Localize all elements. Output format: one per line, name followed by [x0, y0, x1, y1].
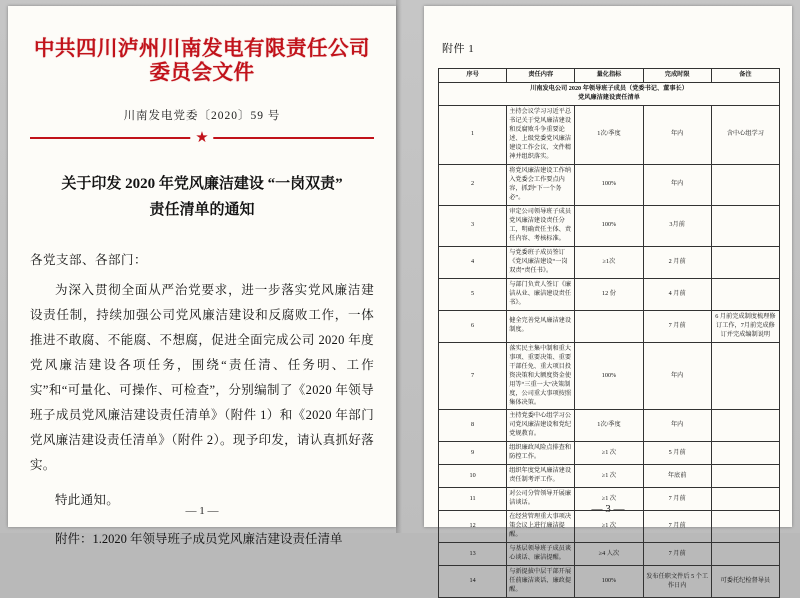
cell-due: 7 月前 [643, 488, 711, 511]
cell-qty: ≥1次 [575, 246, 643, 278]
page-number-right: — 3 — [591, 503, 625, 515]
table-row [439, 511, 780, 543]
cell-content: 与基层领导班子成员谈心谈话、廉洁提醒。 [507, 543, 575, 566]
table-row [439, 442, 780, 465]
cell-seq: 1 [439, 105, 507, 164]
cell-qty: 100% [575, 342, 643, 410]
table-row [439, 205, 780, 246]
star-icon: ★ [190, 131, 213, 145]
cell-due: 7 月前 [643, 511, 711, 543]
red-separator-rule [30, 131, 374, 145]
cell-content: 落实民主集中制和重大事项、重要决策、重要干部任免、重大项目投资决策和大额度资金使用等“三重一大”决策制度，公司重大事项按照集体决策。 [507, 342, 575, 410]
cell-remark [711, 410, 779, 442]
cell-qty: ≥1 次 [575, 465, 643, 488]
cell-content: 在经营管理重大事项决策会议上进行廉洁提醒。 [507, 511, 575, 543]
document-title [30, 171, 374, 224]
document-recipient: 各党支部、各部门： [30, 252, 148, 267]
body-paragraph: 特此通知。 [55, 492, 120, 507]
cell-remark [711, 278, 779, 310]
cell-remark [711, 442, 779, 465]
cell-due: 年内 [643, 105, 711, 164]
cell-seq: 2 [439, 164, 507, 205]
cell-due: 年底前 [643, 465, 711, 488]
document-body [30, 278, 374, 513]
cell-remark [711, 246, 779, 278]
cell-seq: 9 [439, 442, 507, 465]
cell-due: 年内 [643, 164, 711, 205]
table-row [439, 465, 780, 488]
cell-content: 健全完善党风廉洁建设制度。 [507, 310, 575, 342]
responsibility-table [438, 68, 780, 598]
cell-remark [711, 543, 779, 566]
cell-remark [711, 205, 779, 246]
page-gutter-shadow [396, 0, 402, 533]
cell-due: 发布任职文件后 5 个工作日内 [643, 566, 711, 598]
table-row [439, 278, 780, 310]
responsibility-table-wrap [438, 68, 780, 598]
table-body [439, 105, 780, 597]
table-row [439, 246, 780, 278]
cell-seq: 8 [439, 410, 507, 442]
table-title-line2: 党风廉洁建设责任清单 [578, 93, 640, 101]
cell-remark [711, 465, 779, 488]
cell-content: 与新提拔中层干部开展任前廉洁谈话、廉政提醒。 [507, 566, 575, 598]
table-row [439, 410, 780, 442]
table-row [439, 164, 780, 205]
attachment-reference: 附件：1.2020 年领导班子成员党风廉洁建设责任清单 [55, 531, 343, 546]
column-header-qty: 量化指标 [575, 69, 643, 83]
cell-remark [711, 164, 779, 205]
cell-remark: 含中心组学习 [711, 105, 779, 164]
cell-qty [575, 310, 643, 342]
cell-due: 3月前 [643, 205, 711, 246]
issuing-organization-header: 中共四川泸州川南发电有限责任公司委员会文件 [34, 38, 370, 84]
cell-seq: 3 [439, 205, 507, 246]
table-row [439, 543, 780, 566]
cell-remark [711, 342, 779, 410]
cell-seq: 4 [439, 246, 507, 278]
table-header-row [439, 69, 780, 83]
cell-seq: 7 [439, 342, 507, 410]
cell-remark: 可委托纪检督导员 [711, 566, 779, 598]
document-title-line1: 关于印发 2020 年党风廉洁建设 “一岗双责” [61, 176, 343, 193]
column-header-content: 责任内容 [507, 69, 575, 83]
cell-seq: 6 [439, 310, 507, 342]
cell-due: 4 月前 [643, 278, 711, 310]
cell-content: 组织年度党风廉洁建设责任制考评工作。 [507, 465, 575, 488]
cell-qty: 100% [575, 164, 643, 205]
document-page-right [424, 6, 792, 594]
cell-seq: 12 [439, 511, 507, 543]
cell-qty: 100% [575, 566, 643, 598]
cell-seq: 5 [439, 278, 507, 310]
cell-content: 对公司分管领导开展廉洁谈话。 [507, 488, 575, 511]
cell-seq: 10 [439, 465, 507, 488]
cell-qty: ≥4 人次 [575, 543, 643, 566]
cell-due: 年内 [643, 410, 711, 442]
document-number: 川南发电党委〔2020〕59 号 [123, 110, 281, 123]
cell-content: 主持党委中心组学习公司党风廉洁建设和党纪党规教育。 [507, 410, 575, 442]
cell-content: 与党委班子成员签订《党风廉洁建设“一岗双责”责任书》。 [507, 246, 575, 278]
cell-content: 组织廉政风险点排查和防控工作。 [507, 442, 575, 465]
cell-qty: 12 份 [575, 278, 643, 310]
cell-content: 将党风廉洁建设工作纳入党委会工作要点内容，抓到“下一个务必”。 [507, 164, 575, 205]
cell-qty: 1次/季度 [575, 410, 643, 442]
body-paragraph: 为深入贯彻全面从严治党要求，进一步落实党风廉洁建设责任制，持续加强公司党风廉洁建设和反腐败工作，一体推进不敢腐、不能腐、不想腐，促进全面完成公司 2020 年度党风廉洁建设各项任务，围绕“责任清、任务明、工作实”和“可量化、可操作、可检查”，分别编制了《2020 年领导班子成员党风廉洁建设责任清单》（附件 1）和《2020 年部门党风廉洁建设责任清单》（附件 2）。现予印发，请认真抓好落实。 [30, 282, 374, 472]
cell-due: 7 月前 [643, 310, 711, 342]
table-title-line1: 川南发电公司 2020 年领导班子成员（党委书记、董事长） [530, 84, 688, 92]
cell-due: 7 月前 [643, 543, 711, 566]
cell-qty: 1次/季度 [575, 105, 643, 164]
cell-qty: ≥1 次 [575, 511, 643, 543]
cell-qty: 100% [575, 205, 643, 246]
cell-seq: 13 [439, 543, 507, 566]
column-header-due: 完成时限 [643, 69, 711, 83]
attachment-label: 附件 1 [442, 43, 475, 55]
table-row [439, 310, 780, 342]
cell-remark: 6 月前完成制度梳理修订工作，7月前完成修订并完成编制说明 [711, 310, 779, 342]
table-title-cell [439, 82, 780, 105]
column-header-remark: 备注 [711, 69, 779, 83]
cell-qty: ≥1 次 [575, 488, 643, 511]
cell-content: 审定公司领导班子成员党风廉洁建设责任分工，明确责任主体、责任内容、考核标准。 [507, 205, 575, 246]
cell-content: 主持会议学习习近平总书记关于党风廉洁建设和反腐败斗争重要论述、上级党委党风廉洁建设工作会议、文件精神并组织落实。 [507, 105, 575, 164]
cell-seq: 11 [439, 488, 507, 511]
cell-seq: 14 [439, 566, 507, 598]
table-row [439, 342, 780, 410]
cell-due: 年内 [643, 342, 711, 410]
cell-remark [711, 511, 779, 543]
table-title-row [439, 82, 780, 105]
page-number-left: — 1 — [185, 505, 219, 517]
column-header-seq: 序号 [439, 69, 507, 83]
cell-due: 5 月前 [643, 442, 711, 465]
cell-content: 与部门负责人签订《廉洁从业、廉洁建设责任书》。 [507, 278, 575, 310]
document-page-left [8, 6, 396, 546]
table-row [439, 105, 780, 164]
cell-due: 2 月前 [643, 246, 711, 278]
table-row [439, 566, 780, 598]
cell-qty: ≥1 次 [575, 442, 643, 465]
document-title-line2: 责任清单的通知 [149, 202, 255, 219]
